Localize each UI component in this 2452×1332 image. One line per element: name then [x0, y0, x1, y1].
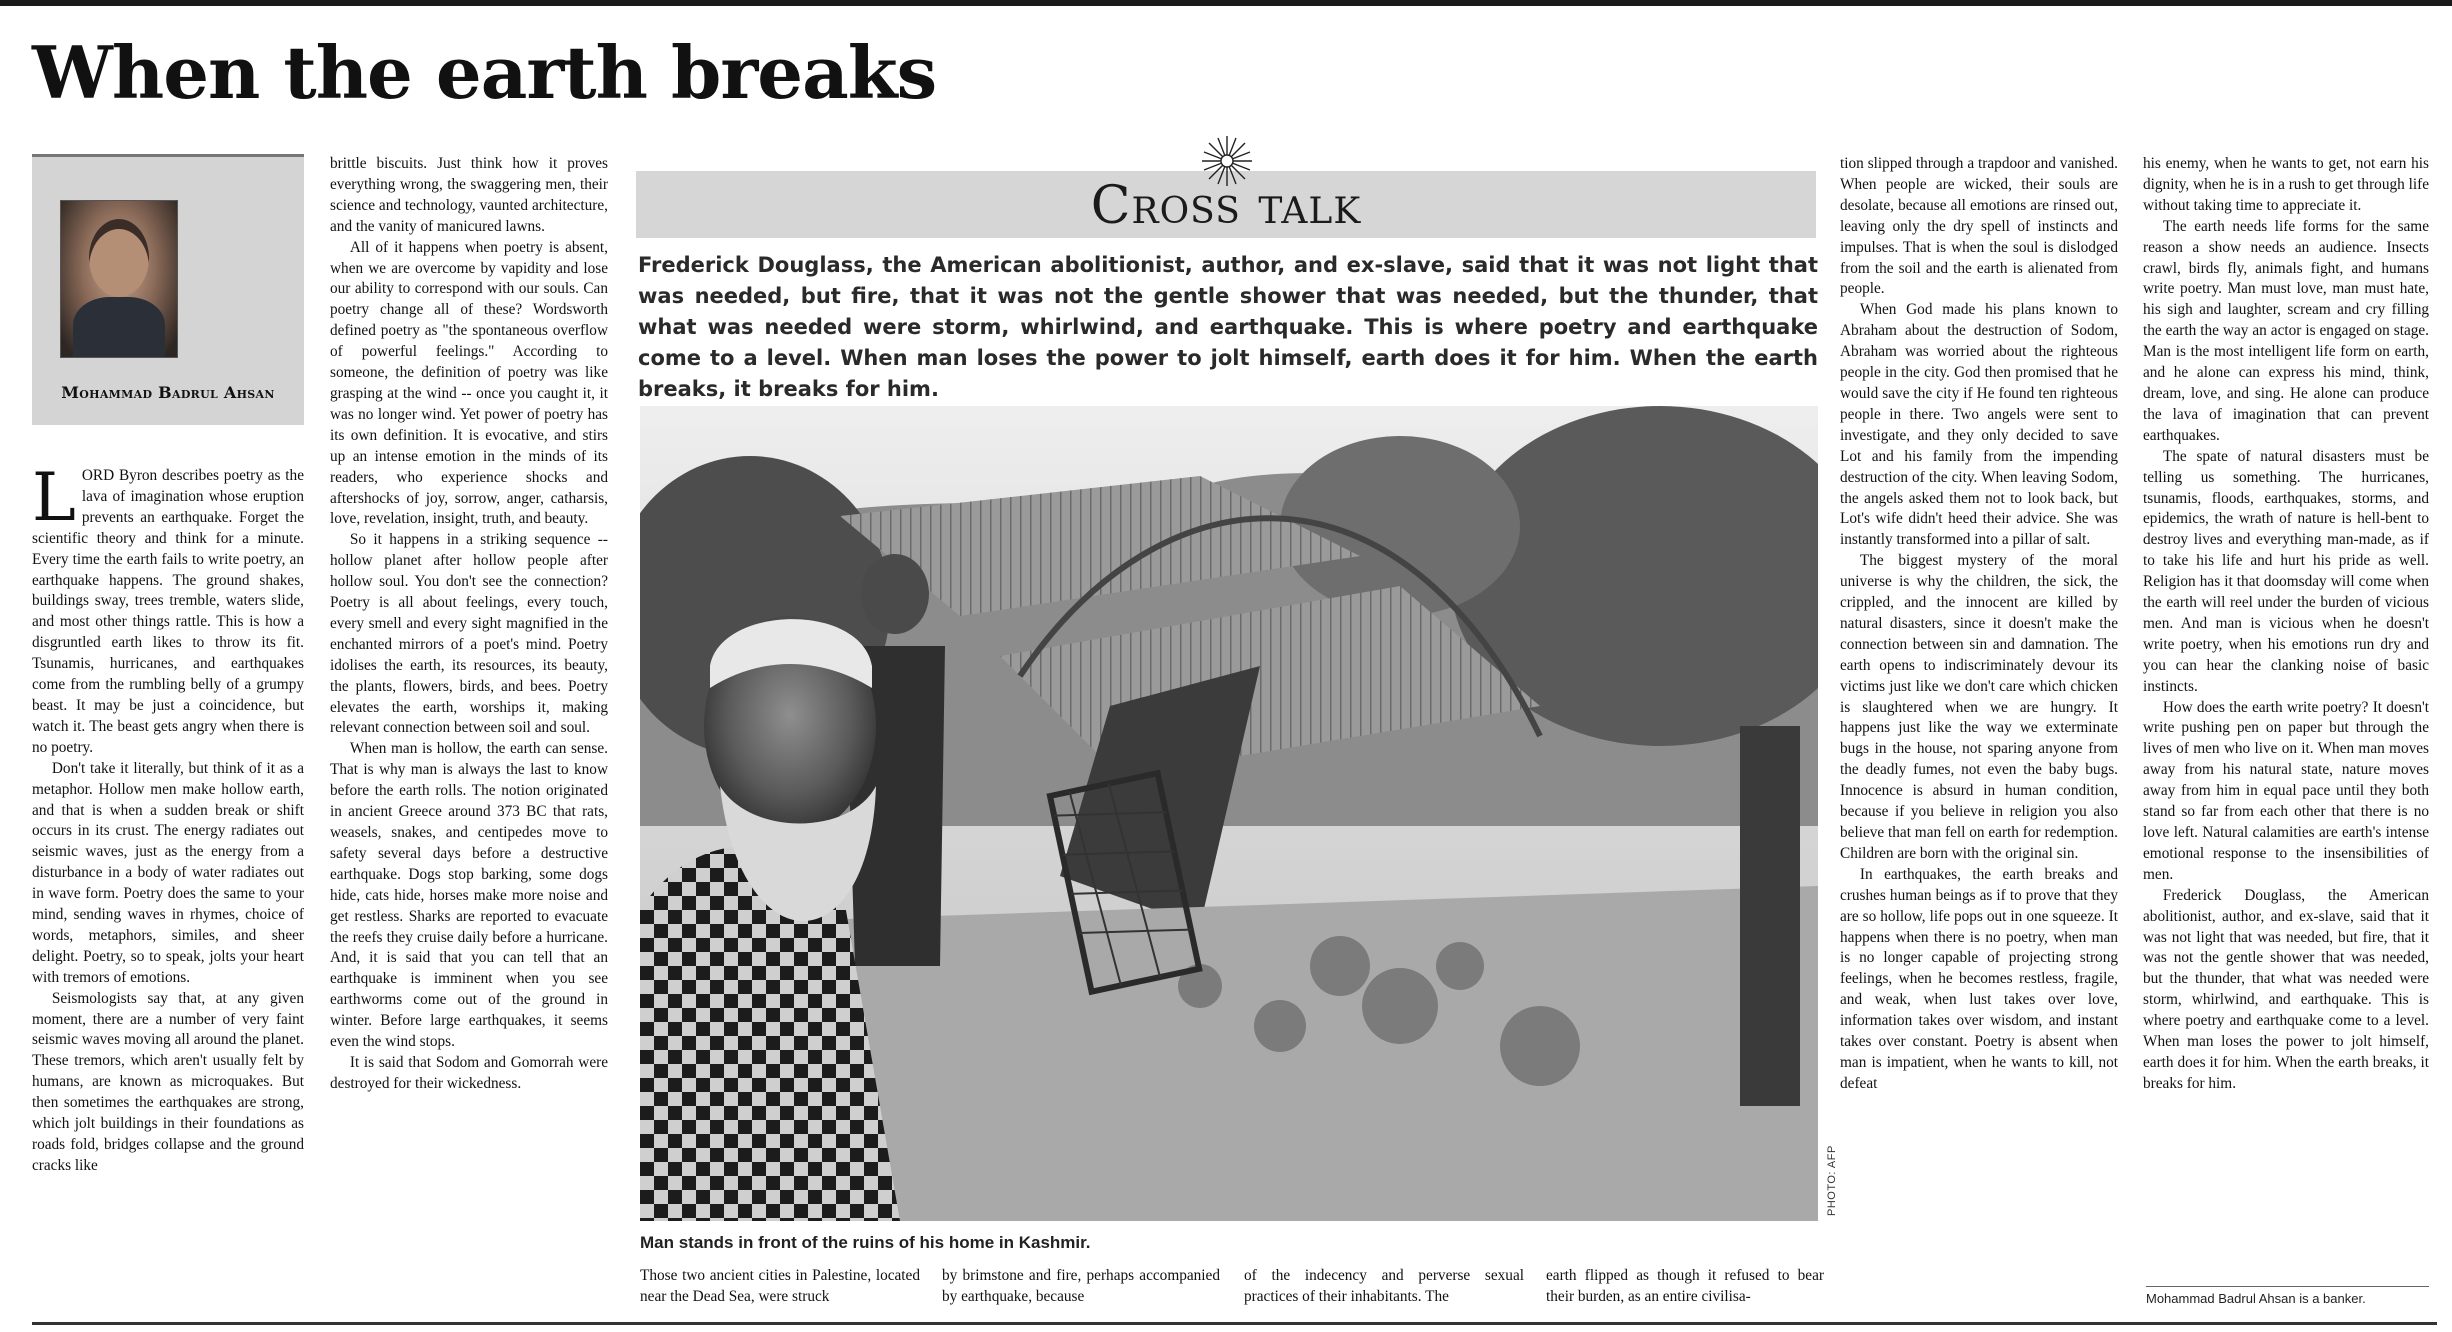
paragraph: The spate of natural disasters must be telling us something. The hurricanes, tsunamis, floods, earthquakes, storms, and epidemics, the wrath of nature is hell-bent to destroy lives and everything man-made, as if to take his life and hurt his pride as well. Religion has it that doomsday will come when the earth will reel under the burden of vicious men. And man is vicious when he doesn't write poetry, when his emotions run dry and you can hear the clanking noise of basic instincts. [2143, 447, 2429, 695]
column-5 [1840, 154, 2118, 1095]
paragraph: The biggest mystery of the moral universe is why the children, the sick, the crippled, and the innocent are killed by natural disasters, since it doesn't make the connection between sin and damnation. The earth opens to indiscriminately devour its victims just like we don't care which chicken is slaughtered when we are hungry. It happens just like the way we exterminate bugs in the house, not sparing anyone from the deadly fumes, not even the baby bugs. Innocence is absurd in human condition, because if you believe in religion you also believe that man fell on earth for redemption. Children are born with the original sin. [1840, 552, 2118, 862]
paragraph: of the indecency and perverse sexual practices of their inhabitants. The [1244, 1267, 1524, 1305]
paragraph: It is said that Sodom and Gomorrah were destroyed for their wickedness. [330, 1053, 608, 1092]
bottom-rule [32, 1322, 2437, 1325]
paragraph: How does the earth write poetry? It doesn't write pushing pen on paper but through the lives of men who live on it. When man moves away from his natural state, nature moves away from him in equal pace until they both stand so far from each other that there is no love left. Natural calamities are earth's intense emotional response to the insensibilities of men. [2143, 698, 2429, 883]
tail-column-1 [640, 1266, 920, 1308]
paragraph: So it happens in a striking sequence -- hollow planet after hollow people after hollow soul. You don't see the connection? Poetry is all about feelings, every touch, every smell and every sight magnified in the enchanted mirrors of a poet's mind. Poetry idolises the earth, its resources, its beauty, the plants, flowers, birds, and bees. Poetry elevates the earth, worships it, making relevant connection between soil and soul. [330, 531, 608, 737]
column-1 [32, 459, 304, 1177]
paragraph: Seismologists say that, at any given moment, there are a number of very faint seismic waves moving all around the planet. These tremors, which aren't usually felt by humans, are known as microquakes. But then sometimes the earthquakes are strong, which jolt buildings in their foundations as roads fold, bridges collapse and the ground cracks like [32, 989, 304, 1174]
kashmir-ruins-photo [640, 406, 1818, 1221]
paragraph: Those two ancient cities in Palestine, located near the Dead Sea, were struck [640, 1267, 920, 1305]
column-6 [2143, 154, 2429, 1095]
paragraph: tion slipped through a trapdoor and vanished. When people are wicked, their souls are desolate, because all emotions are rinsed out, leaving only the dry spell of instincts and impulses. That is when the soul is dislodged from the soil and the earth is alienated from people. [1840, 155, 2118, 298]
paragraph: by brimstone and fire, perhaps accompanied by earthquake, because [942, 1267, 1220, 1305]
paragraph: earth flipped as though it refused to bear their burden, as an entire civilisa- [1546, 1267, 1824, 1305]
column-2 [330, 154, 608, 1095]
headline: When the earth breaks [32, 30, 937, 115]
paragraph: When man is hollow, the earth can sense. That is why man is always the last to know before the earth rolls. The notion originated in ancient Greece around 373 BC that rats, weasels, snakes, and centipedes move to safety several days before a destructive earthquake. Dogs stop barking, some dogs hide, cats hide, horses make more noise and get restless. Sharks are reported to evacuate the reefs they cruise daily before a hurricane. And, it is said that you can tell that an earthquake is imminent when you see earthworms come out of the ground in winter. Before large earthquakes, it seems even the wind stops. [330, 740, 608, 1051]
opening-words: ORD [81, 467, 115, 484]
paragraph: When God made his plans known to Abraham about the destruction of Sodom, Abraham was worried about the righteous people in the city. God then promised that he would save the city if He found ten righteous people in there. Two angels were sent to investigate, and they only decided to save Lot and his family from the impending destruction of the city. When leaving Sodom, the angels asked them not to look back, but Lot's wife didn't heed their advice. She was instantly transformed into a pillar of salt. [1840, 301, 2118, 549]
paragraph: Don't take it literally, but think of it as a metaphor. Hollow men make hollow earth, and that is when a sudden break or shift occurs in its crust. The energy radiates out seismic waves, just as the energy from a disturbance in a body of water radiates out in wave form. Poetry does the same to your mind, sending waves in rhymes, choice of words, metaphors, similes, and sheer delight. Poetry, so to speak, jolts your heart with tremors of emotions. [32, 759, 304, 986]
tail-column-2 [942, 1266, 1220, 1308]
tail-column-4 [1546, 1266, 1824, 1308]
author-bio: Mohammad Badrul Ahsan is a banker. [2146, 1291, 2366, 1306]
paragraph: In earthquakes, the earth breaks and crushes human beings as if to prove that they are so hollow, life pops out in one squeeze. It happens when there is no poetry, when man is no longer capable of projecting strong feelings, when he becomes restless, fragile, and weak, when lust takes over love, information takes over wisdom, and instant takes over constant. Poetry is absent when man is impatient, when he wants to kill, not defeat [1840, 865, 2118, 1092]
paragraph [32, 459, 304, 759]
paragraph: All of it happens when poetry is absent, when we are overcome by vapidity and lose our ability to correspond with our souls. Can poetry change all of these? Wordsworth defined poetry as "the spontaneous overflow of powerful feelings." According to someone, the definition of poetry was like grasping at the wind -- once you caught it, it was no longer wind. Yet power of poetry has its own definition. It is evocative, and stirs up an intense emotion in the minds of its readers, who experience shocks and aftershocks of joy, sorrow, anger, catharsis, love, revelation, insight, truth, and beauty. [330, 238, 608, 528]
lede: Frederick Douglass, the American abolitionist, author, and ex-slave, said that it was not light that was needed, but fire, that it was not the gentle shower that was needed, but the thunder, that what was needed were storm, whirlwind, and earthquake. This is where poetry and earthquake come to a level. When man loses the power to jolt himself, earth does it for him. When the earth breaks, it breaks for him. [638, 253, 1818, 401]
author-byline: Mohammad Badrul Ahsan [61, 383, 275, 402]
photo-caption: Man stands in front of the ruins of his home in Kashmir. [640, 1233, 1091, 1252]
author-photo [60, 200, 178, 358]
paragraph: brittle biscuits. Just think how it proves everything wrong, the swaggering men, their science and technology, vaunted architecture, and the vanity of manicured lawns. [330, 155, 608, 235]
drop-cap: L [32, 459, 76, 536]
bio-divider [2146, 1286, 2429, 1287]
paragraph: Frederick Douglass, the American abolitionist, author, and ex-slave, said that it was not light that was needed, but fire, that it was not the gentle shower that was needed, but the thunder, that what was needed were storm, whirlwind, and earthquake. This is where poetry and earthquake come to a level. When man loses the power to jolt himself, earth does it for him. When the earth breaks, it breaks for him. [2143, 886, 2429, 1092]
top-rule [0, 0, 2452, 6]
paragraph: The earth needs life forms for the same reason a show needs an audience. Insects crawl, birds fly, animals fight, and humans write poetry. Man must love, man must hate, his sigh and laughter, scream and cry filling the earth the way an actor is engaged on stage. Man is the most intelligent life form on earth, and he alone can express his mind, think, dream, love, and sing. He alone can produce the lava of imagination that can prevent earthquakes. [2143, 217, 2429, 444]
photo-credit: PHOTO: AFP [1826, 1145, 1838, 1216]
section-title: Cross talk [1090, 176, 1362, 236]
paragraph-text: Byron describes poetry as the lava of imagination whose eruption prevents an earthquake. Forget the scientific theory and think for a minute. Every time the earth fails to write poetry, an earthquake happens. The ground shakes, buildings sway, trees tremble, waters slide, and most other things rattle. This is how a disgruntled earth likes to throw its fit. Tsunamis, hurricanes, and earthquakes come from the rumbling belly of a grumpy beast. It may be just a coincidence, but watch it. The beast gets angry when there is no poetry. [32, 467, 304, 756]
tail-column-3 [1244, 1266, 1524, 1308]
paragraph: his enemy, when he wants to get, not earn his dignity, when he is in a rush to get through life without taking time to appreciate it. [2143, 155, 2429, 214]
